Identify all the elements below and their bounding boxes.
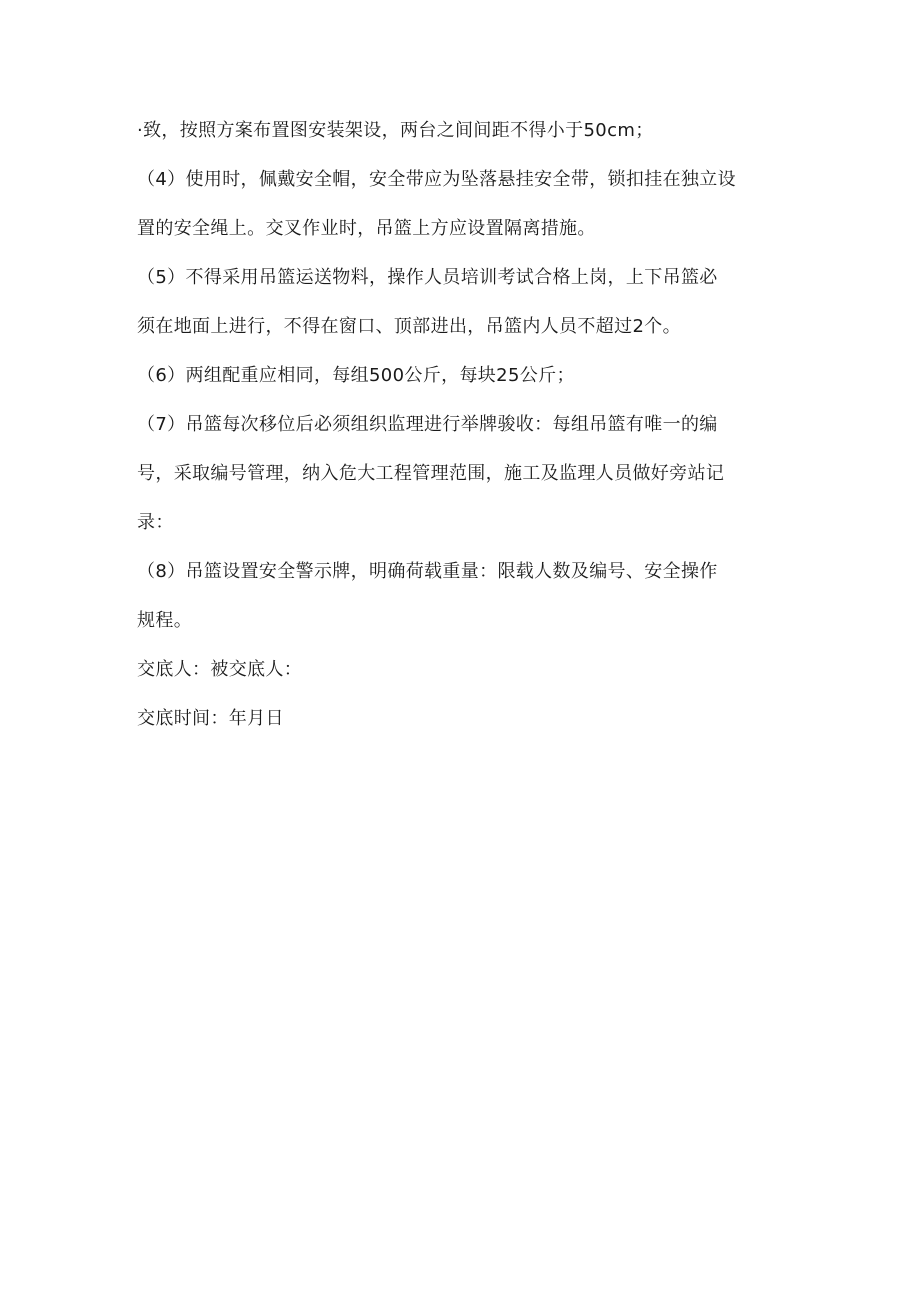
- text-line: 号，采取编号管理，纳入危大工程管理范围，施工及监理人员做好旁站记: [137, 463, 725, 484]
- text-line: 须在地面上进行，不得在窗口、顶部进出，吊篮内人员不超过2个。: [137, 316, 681, 337]
- text-line: （4）使用时，佩戴安全帽，安全带应为坠落悬挂安全带，锁扣挂在独立设: [137, 169, 736, 190]
- handover-date-line: 交底时间：年月日: [137, 708, 284, 729]
- text-line: 置的安全绳上。交叉作业时，吊篮上方应设置隔离措施。: [137, 218, 596, 239]
- text-line: （7）吊篮每次移位后必须组织监理进行举牌骏收：每组吊篮有唯一的编: [137, 414, 718, 435]
- text-line: ·致，按照方案布置图安装架设，两台之间间距不得小于50cm；: [137, 120, 654, 141]
- text-line: （6）两组配重应相同，每组500公斤，每块25公斤；: [137, 365, 575, 386]
- text-line: 规程。: [137, 610, 193, 631]
- handover-signature-line: 交底人：被交底人：: [137, 659, 303, 680]
- document-body: [137, 112, 787, 749]
- text-line: （5）不得采用吊篮运送物料，操作人员培训考试合格上岗，上下吊篮必: [137, 267, 718, 288]
- text-line: 录：: [137, 512, 174, 533]
- text-line: （8）吊篮设置安全警示牌，明确荷载重量：限载人数及编号、安全操作: [137, 561, 718, 582]
